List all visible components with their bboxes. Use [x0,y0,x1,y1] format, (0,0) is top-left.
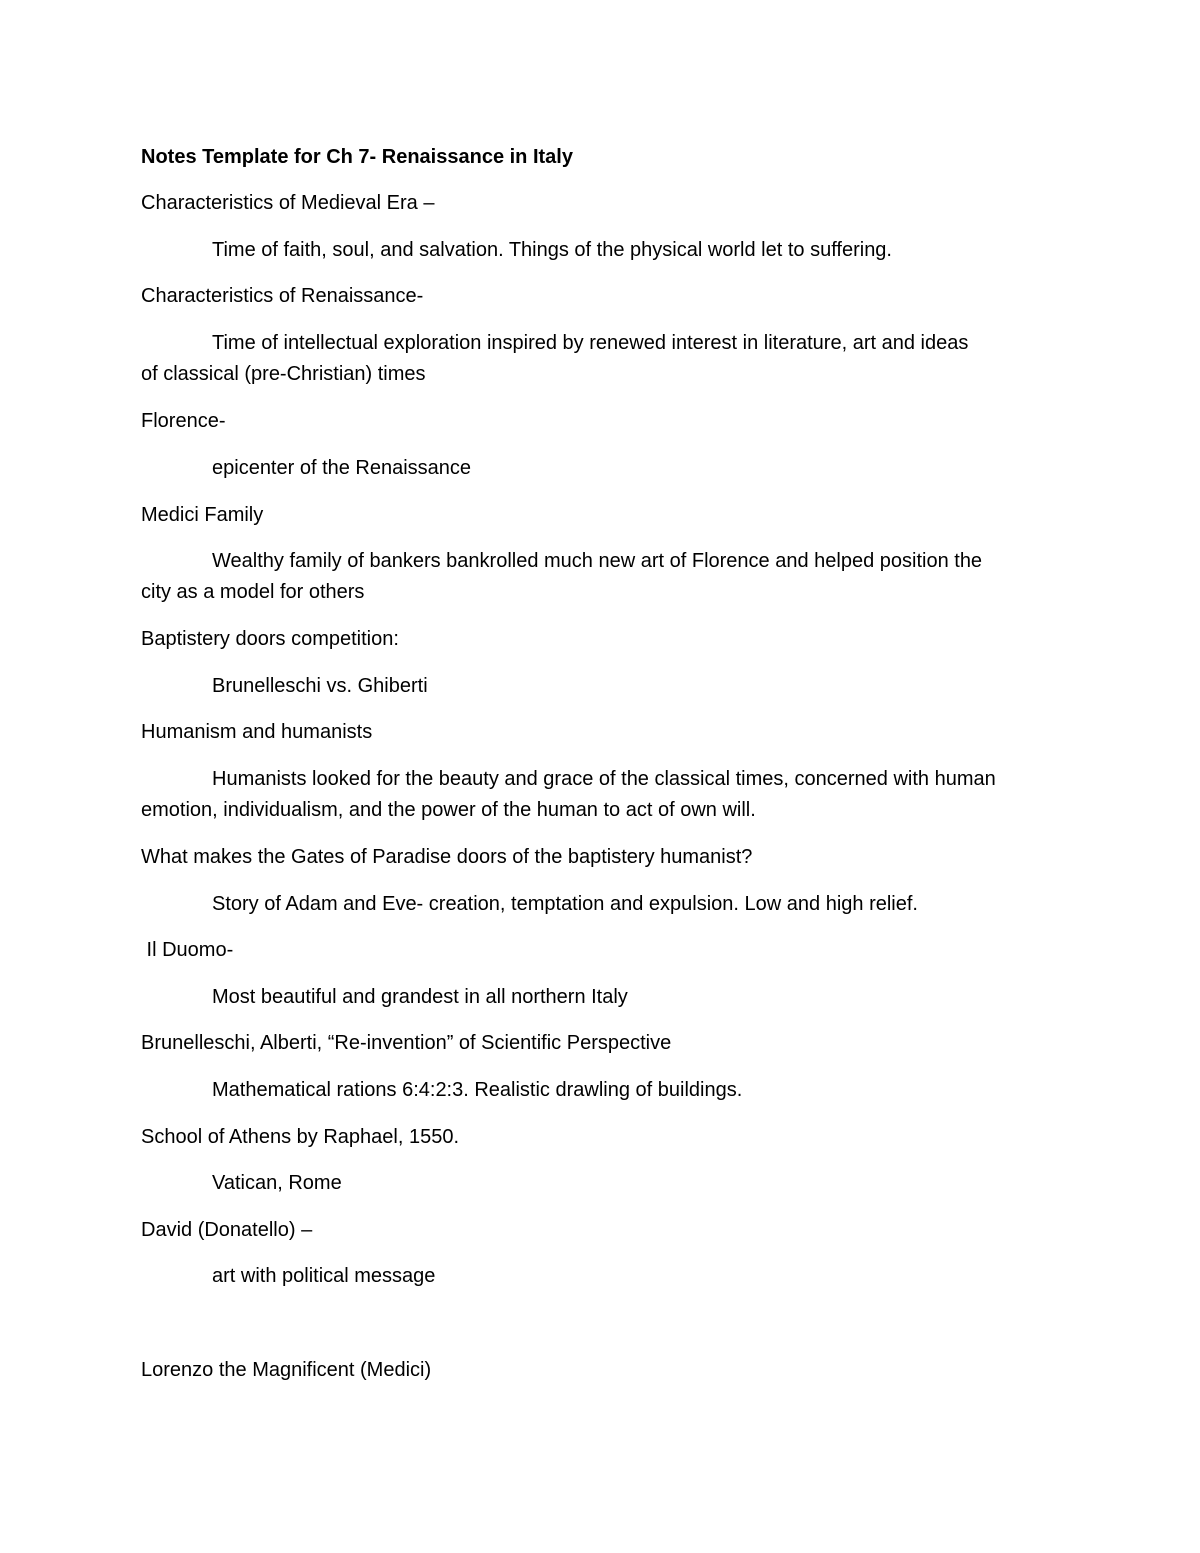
section-heading-perspective: Brunelleschi, Alberti, “Re-invention” of Scientific Perspective [141,1032,672,1054]
section-heading-florence: Florence- [141,410,226,432]
section-body-humanism-line2: emotion, individualism, and the power of the human to act of own will. [141,799,756,821]
section-heading-gates-of-paradise: What makes the Gates of Paradise doors of the baptistery humanist? [141,846,753,868]
section-heading-school-of-athens: School of Athens by Raphael, 1550. [141,1126,460,1148]
document-title: Notes Template for Ch 7- Renaissance in Italy [141,146,573,168]
section-heading-duomo: Il Duomo- [141,939,234,961]
section-body-humanism-line1: Humanists looked for the beauty and grace of the classical times, concerned with human [212,768,996,790]
section-heading-lorenzo: Lorenzo the Magnificent (Medici) [141,1359,432,1381]
section-body-renaissance-line1: Time of intellectual exploration inspired by renewed interest in literature, art and ideas [212,332,969,354]
section-body-medieval: Time of faith, soul, and salvation. Things of the physical world let to suffering. [212,239,892,261]
section-heading-baptistery: Baptistery doors competition: [141,628,399,650]
section-body-david: art with political message [212,1265,436,1287]
section-heading-renaissance: Characteristics of Renaissance- [141,285,424,307]
section-body-school-of-athens: Vatican, Rome [212,1172,342,1194]
section-heading-david: David (Donatello) – [141,1219,313,1241]
section-body-duomo: Most beautiful and grandest in all northern Italy [212,986,628,1008]
section-body-perspective: Mathematical rations 6:4:2:3. Realistic drawling of buildings. [212,1079,743,1101]
section-body-gates-of-paradise: Story of Adam and Eve- creation, temptation and expulsion. Low and high relief. [212,893,918,915]
section-heading-medieval: Characteristics of Medieval Era – [141,192,435,214]
section-heading-medici: Medici Family [141,504,264,526]
section-body-renaissance-line2: of classical (pre-Christian) times [141,363,426,385]
section-heading-humanism: Humanism and humanists [141,721,373,743]
section-body-baptistery: Brunelleschi vs. Ghiberti [212,675,428,697]
section-body-medici-line1: Wealthy family of bankers bankrolled much new art of Florence and helped position the [212,550,983,572]
section-body-florence: epicenter of the Renaissance [212,457,472,479]
section-body-medici-line2: city as a model for others [141,581,365,603]
